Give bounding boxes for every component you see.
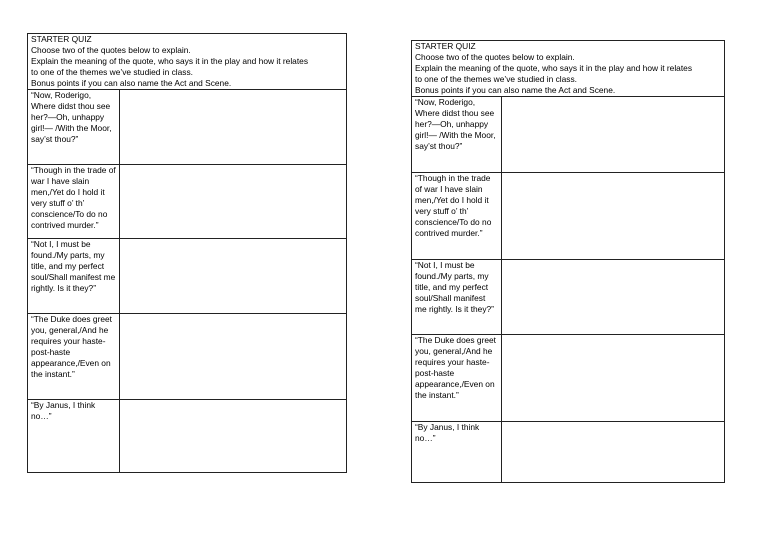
instruction-choose: Choose two of the quotes below to explain. — [31, 45, 191, 55]
instruction-explain-line-2: to one of the themes we’ve studied in class. — [31, 67, 194, 77]
answer-box-4[interactable] — [120, 314, 347, 400]
instruction-explain-line-2: to one of the themes we’ve studied in class. — [415, 74, 578, 84]
answer-box-2[interactable] — [502, 173, 725, 260]
answer-box-3[interactable] — [502, 260, 725, 335]
quote-1: “Now, Roderigo, Where didst thou see her?—Oh, unhappy girl!— /With the Moor, say’st thou?” — [412, 97, 502, 173]
bonus-instruction: Bonus points if you can also name the Act and Scene. — [415, 85, 616, 95]
quote-5: “By Janus, I think no…” — [28, 400, 120, 473]
quiz-header — [412, 41, 725, 97]
instruction-explain-line-1: Explain the meaning of the quote, who says it in the play and how it relates — [415, 63, 693, 73]
worksheet-left — [27, 33, 347, 473]
quote-5: “By Janus, I think no…” — [412, 422, 502, 483]
quote-4: “The Duke does greet you, general,/And he requires your haste-post-haste appearance,/Even on the instant.” — [28, 314, 120, 400]
answer-box-5[interactable] — [502, 422, 725, 483]
quiz-table — [27, 33, 347, 473]
quiz-header — [28, 34, 347, 90]
quote-2: “Though in the trade of war I have slain men,/Yet do I hold it very stuff o’ th’ conscience/To do no contrived murder.” — [28, 165, 120, 239]
quote-2: “Though in the trade of war I have slain men,/Yet do I hold it very stuff o’ th’ conscience/To do no contrived murder.” — [412, 173, 502, 260]
worksheet-right — [411, 40, 725, 483]
quiz-table — [411, 40, 725, 483]
answer-box-1[interactable] — [120, 90, 347, 165]
instruction-choose: Choose two of the quotes below to explain. — [415, 52, 575, 62]
quote-3: “Not I, I must be found./My parts, my title, and my perfect soul/Shall manifest me rightly. Is it they?” — [412, 260, 502, 335]
answer-box-2[interactable] — [120, 165, 347, 239]
quote-4: “The Duke does greet you, general,/And he requires your haste-post-haste appearance,/Even on the instant.” — [412, 335, 502, 422]
quote-1: “Now, Roderigo, Where didst thou see her?—Oh, unhappy girl!— /With the Moor, say’st thou?” — [28, 90, 120, 165]
bonus-instruction: Bonus points if you can also name the Act and Scene. — [31, 78, 232, 88]
quote-3: “Not I, I must be found./My parts, my title, and my perfect soul/Shall manifest me rightly. Is it they?” — [28, 239, 120, 314]
instruction-explain-line-1: Explain the meaning of the quote, who says it in the play and how it relates — [31, 56, 309, 66]
quiz-title: STARTER QUIZ — [31, 34, 92, 44]
answer-box-1[interactable] — [502, 97, 725, 173]
answer-box-5[interactable] — [120, 400, 347, 473]
answer-box-3[interactable] — [120, 239, 347, 314]
answer-box-4[interactable] — [502, 335, 725, 422]
quiz-title: STARTER QUIZ — [415, 41, 476, 51]
